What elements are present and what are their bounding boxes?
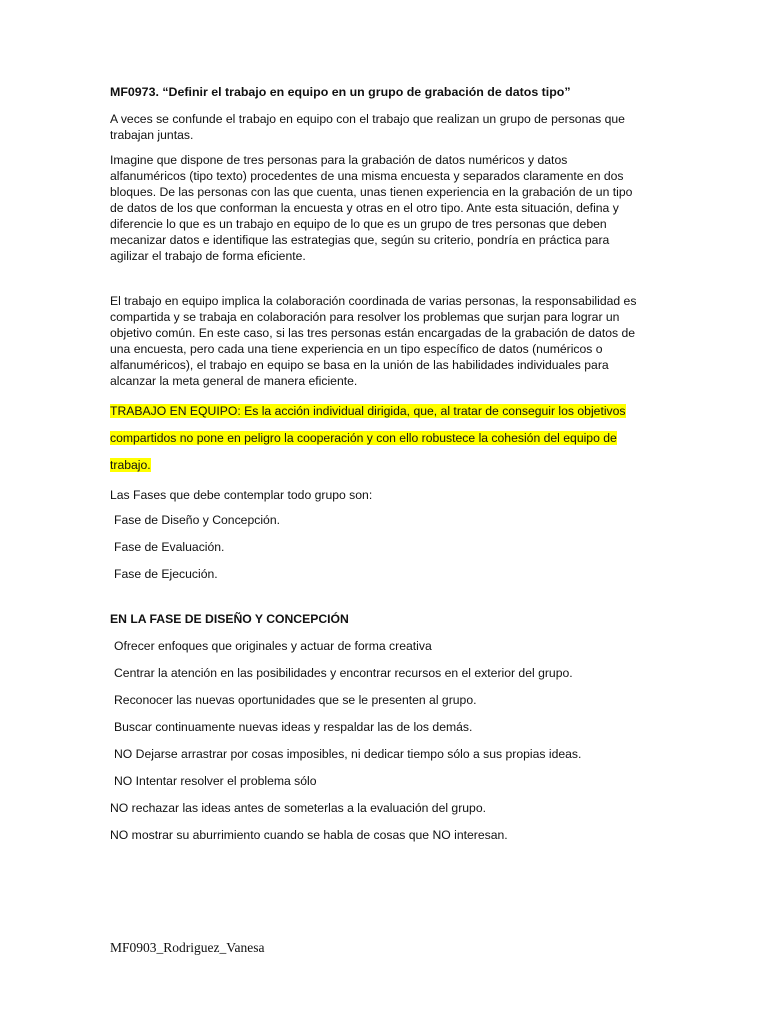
intro-paragraph: A veces se confunde el trabajo en equipo con el trabajo que realizan un grupo de personas que trabajan juntas. bbox=[110, 112, 625, 142]
section-heading: EN LA FASE DE DISEÑO Y CONCEPCIÓN bbox=[110, 612, 349, 626]
section-item: Buscar continuamente nuevas ideas y respaldar las de los demás. bbox=[114, 720, 473, 734]
scenario-paragraph: Imagine que dispone de tres personas para la grabación de datos numéricos y datos alfanuméricos (tipo texto) procedentes de una misma encuesta y separados claramente en dos bloques. De las personas con las que cuenta, unas tienen experiencia en la grabación de un tipo de datos de los que conforman la encuesta y otras en el otro tipo. Ante esta situación, defina y diferencie lo que es un trabajo en equipo de lo que es un grupo de tres personas que deben mecanizar datos e identifique las estrategias que, según su criterio, pondría en práctica para agilizar el trabajo de forma eficiente. bbox=[110, 153, 633, 263]
phase-item: Fase de Ejecución. bbox=[114, 567, 218, 581]
section-item: Ofrecer enfoques que originales y actuar de forma creativa bbox=[114, 639, 432, 653]
phase-item: Fase de Diseño y Concepción. bbox=[114, 513, 280, 527]
section-item: NO rechazar las ideas antes de someterlas a la evaluación del grupo. bbox=[110, 801, 486, 815]
definition-paragraph bbox=[110, 398, 640, 479]
answer-paragraph: El trabajo en equipo implica la colaboración coordinada de varias personas, la responsabilidad es compartida y se trabaja en colaboración para resolver los problemas que surjan para lograr un objetivo común. En este caso, si las tres personas están encargadas de la grabación de datos de una encuesta, pero cada una tiene experiencia en un tipo específico de datos (numéricos o alfanuméricos), el trabajo en equipo se basa en la unión de las habilidades individuales para alcanzar la meta general de manera eficiente. bbox=[110, 294, 637, 388]
document-body bbox=[110, 84, 640, 854]
section-item: NO Dejarse arrastrar por cosas imposibles, ni dedicar tiempo sólo a sus propias ideas. bbox=[114, 747, 582, 761]
section-item: NO mostrar su aburrimiento cuando se habla de cosas que NO interesan. bbox=[110, 828, 508, 842]
section-item: Reconocer las nuevas oportunidades que se le presenten al grupo. bbox=[114, 693, 477, 707]
section-item: NO Intentar resolver el problema sólo bbox=[114, 774, 317, 788]
highlighted-definition: TRABAJO EN EQUIPO: Es la acción individual dirigida, que, al tratar de conseguir los objetivos compartidos no pone en peligro la cooperación y con ello robustece la cohesión del equipo de trabajo. bbox=[110, 404, 626, 472]
page-footer: MF0903_Rodriguez_Vanesa bbox=[110, 940, 265, 955]
document-title: MF0973. “Definir el trabajo en equipo en un grupo de grabación de datos tipo” bbox=[110, 85, 571, 99]
phases-intro: Las Fases que debe contemplar todo grupo son: bbox=[110, 488, 373, 502]
phase-item: Fase de Evaluación. bbox=[114, 540, 225, 554]
section-item: Centrar la atención en las posibilidades y encontrar recursos en el exterior del grupo. bbox=[114, 666, 573, 680]
